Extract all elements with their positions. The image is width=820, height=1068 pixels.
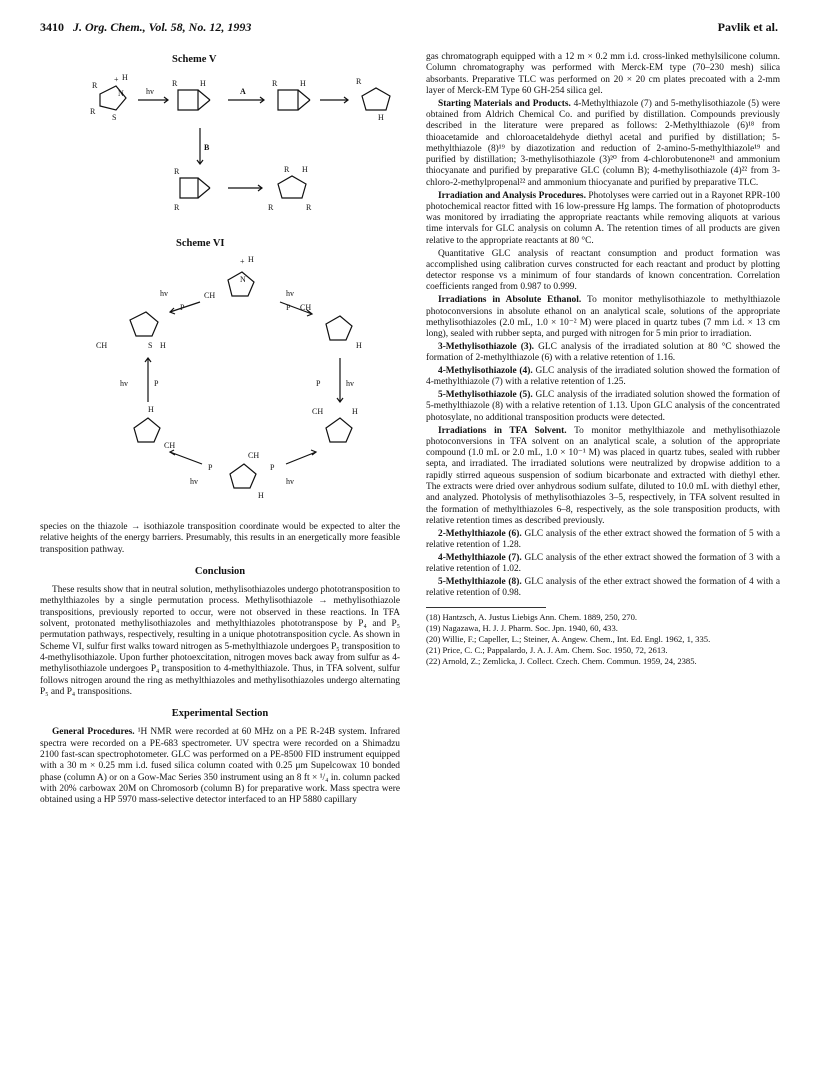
m4-paragraph [426,366,780,389]
svg-text:CH: CH [96,341,108,350]
svg-text:hv: hv [346,379,354,388]
page-number: 3410 [40,20,64,34]
t2-text: GLC analysis of the ether extract showed the formation of 5 with a relative retention of 1.28. [426,528,781,550]
general-procedures-paragraph [40,727,400,806]
svg-text:R: R [272,79,278,88]
t4-paragraph [426,553,780,576]
header-left [40,20,251,35]
irradiation-analysis-text: Photolyses were carried out in a Rayonet RPR-100 photochemical reactor fitted with 16 low-pressure Hg lamps. The formation of photoproducts was monitored by irradiating the appropriate reactants while removing aliquots at various time intervals for GLC analysis on column A. The retention times of all products are given relative to the appropriate reactants at 80 °C. [426,190,780,246]
tfa-text: To monitor methylthiazole and methylisothiazole photoconversions in TFA solvent on an analytical scale, a solution of the appropriate compound (1.0 mL or 2.0 mL, 1.0 × 10⁻¹ M) was placed in quartz tubes, sealed with rubber septa, and irradiated. The irradiated solutions were neutralized by dropwise addition to a rapidly stirred aqueous suspension of sodium bicarbonate and extracted with diethyl ether. The extracts were dried over anhydrous sodium sulfate, diluted to 10.0 mL with diethyl ether, and analyzed. Photolysis of methylisothiazoles 3–5, respectively, in TFA solvent resulted in the formation of methylthiazoles 6–8, respectively, as the sole transposition products, with relative retention times as described previously. [426,425,780,526]
reference-item: (18) Hantzsch, A. Justus Liebigs Ann. Chem. 1889, 250, 270. [426,612,638,623]
conclusion-heading: Conclusion [194,565,246,577]
svg-text:hv: hv [146,87,154,96]
svg-text:R: R [284,165,290,174]
svg-text:CH: CH [204,291,216,300]
t4-text: GLC analysis of the ether extract showed the formation of 3 with a relative retention of 1.02. [426,552,781,575]
starting-materials-paragraph [426,99,780,189]
svg-text:R: R [356,77,362,86]
references-divider [426,607,546,608]
svg-text:H: H [300,79,306,88]
tfa-paragraph [426,426,780,528]
references-list [426,612,780,666]
scheme-v-title: Scheme V [172,54,217,65]
general-procedures-text: ¹H NMR were recorded at 60 MHz on a PE R-24B system. Infrared spectra were recorded on a PE-683 spectrometer. UV spectra were recorded on a Shimadzu 2100 fast-scan spectrophotometer. GLC was performed on a PE-8500 FID instrument equipped with a 30 m × 0.25 mm i.d. fused silica column coated with 0.25 μm Supelcowax 10 bonded phase (column A) or on a Gow-Mac Series 350 instrument using an 8 ft × ¹/₄ in. column packed with 20% carbowax 20M on Chromosorb (column B) for preparative work. Mass spectra were obtained using a HP 5970 mass-selective detector interfaced to an HP 5880 capillary [40,727,400,806]
scheme-vi-title: Scheme VI [176,238,225,249]
svg-text:hv: hv [286,289,294,298]
scheme-v-figure [80,66,410,236]
svg-text:S: S [148,341,153,350]
svg-text:N: N [240,275,246,284]
m3-paragraph [426,342,780,365]
irradiation-analysis-title: Irradiation and Analysis Procedures. [438,190,586,201]
svg-text:H: H [160,341,166,350]
starting-materials-title: Starting Materials and Products. [438,98,571,109]
svg-text:H: H [122,73,128,82]
svg-text:R: R [92,81,98,90]
svg-text:hv: hv [286,477,294,486]
svg-text:hv: hv [160,289,168,298]
reference-item: (21) Price, C. C.; Pappalardo, J. A. J. Am. Chem. Soc. 1950, 72, 2613. [426,645,668,656]
t2-paragraph [426,529,780,552]
svg-text:H: H [200,79,206,88]
svg-text:H: H [356,341,362,350]
svg-text:CH: CH [312,407,324,416]
svg-text:R: R [174,203,180,212]
svg-text:P: P [208,463,213,472]
svg-text:+: + [240,257,245,266]
svg-text:P: P [270,463,275,472]
t5-text: GLC analysis of the ether extract showed the formation of 4 with a relative retention of 0.98. [426,576,781,599]
svg-text:H: H [302,165,308,174]
tfa-title: Irradiations in TFA Solvent. [438,425,567,436]
t2-title: 2-Methylthiazole (6). [438,528,522,539]
reference-item: (22) Arnold, Z.; Zemlicka, J. Collect. Czech. Chem. Commun. 1959, 24, 2385. [426,656,697,667]
t4-title: 4-Methylthiazole (7). [438,552,522,563]
svg-text:hv: hv [120,379,128,388]
m3-title: 3-Methylisothiazole (3). [438,341,535,352]
svg-text:+: + [114,75,119,84]
reference-item: (20) Willie, F.; Capeller, L.; Steiner, A. Angew. Chem., Int. Ed. Engl. 1962, 1, 335. [426,634,711,645]
m5-title: 5-Methylisothiazole (5). [438,390,533,401]
svg-text:N: N [118,89,124,98]
starting-materials-text: 4-Methylthiazole (7) and 5-methylisothiazole (5) were obtained from Aldrich Chemical Co. and purified by distillation. Compounds previously described in the literature were prepared as follows: 2-Methylthiazole (6)¹⁸ from thioacetamide and chloroacetaldehyde diethyl acetal and purified by distillation; 5-methylthiazole (8)¹⁹ by diazotization and reduction of 2-amino-5-methylthiazole¹⁹ and purified by distillation; 3-methylisothiazole (3)²⁰ from 4-chlorobutenone²¹ and ammonium thiocyanate and purified by preparative GLC (column B); 4-methylisothiazole (4)²² from 3-chloro-2-methylpropenal²² and ammonium thiocyanate and purified by preparative TLC. [426,98,781,188]
svg-text:R: R [306,203,312,212]
svg-text:S: S [112,113,117,122]
svg-text:CH: CH [300,303,312,312]
running-authors: Pavlik et al. [717,20,778,34]
ethanol-text: To monitor methylisothiazole to methylthiazole photoconversions in absolute ethanol on an analytical scale, solutions of the appropriate methylisothiazoles (2.0 mL, 1.0 × 10⁻² M) were placed in quartz tubes (7 mm i.d. × 13 cm long), sealed with rubber septa, and purged with nitrogen for 5 min prior to irradiation. [426,295,780,340]
svg-text:P: P [316,379,321,388]
continuation-paragraph: species on the thiazole → isothiazole transposition coordinate would be expected to alter the relative heights of the energy barriers. Presumably, this results in an energetically more feasible transposition pathway. [40,522,400,555]
irradiation-analysis-paragraph [426,191,780,247]
m4-text: GLC analysis of the irradiated solution showed the formation of 4-methylthiazole (7) with a relative retention of 1.25. [426,366,781,388]
right-column [426,52,780,667]
m3-text: GLC analysis of the irradiated solution at 80 °C showed the formation of 2-methylthiazole (6) with a relative retention of 1.16. [426,341,780,364]
svg-text:H: H [258,491,264,500]
m5-paragraph [426,390,780,424]
svg-text:B: B [204,143,210,152]
scheme-vi-figure [90,252,390,522]
svg-text:H: H [248,255,254,264]
svg-text:R: R [90,107,96,116]
svg-text:A: A [240,87,246,96]
t5-title: 5-Methylthiazole (8). [438,576,522,587]
ethanol-title: Irradiations in Absolute Ethanol. [438,295,582,306]
gc-paragraph: gas chromatograph equipped with a 12 m × 0.2 mm i.d. cross-linked methylsilicone column. Column chromatography was performed with Merck-EM type (70–230 mesh) silica absorbants. Preparative TLC was performed on 20 × 20 cm plates precoated with a 2-mm layer of Merck-EM Type 60 GH-254 silica gel. [426,52,780,96]
svg-text:CH: CH [248,451,260,460]
svg-text:R: R [172,79,178,88]
svg-text:P: P [180,303,185,312]
svg-text:hv: hv [190,477,198,486]
m5-text: GLC analysis of the irradiated solution showed the formation of 5-methylthiazole (8) with a relative retention of 1.13. Upon GLC analysis of the concentrated photosylate, no additional transposition products were detected. [426,390,781,423]
journal-citation: J. Org. Chem., Vol. 58, No. 12, 1993 [73,20,252,34]
m4-title: 4-Methylisothiazole (4). [438,366,533,377]
svg-text:H: H [378,113,384,122]
svg-text:R: R [268,203,274,212]
svg-text:R: R [174,167,180,176]
left-column [40,522,400,808]
experimental-heading: Experimental Section [171,708,269,720]
svg-text:P: P [154,379,159,388]
general-procedures-title: General Procedures. [52,727,135,738]
svg-text:CH: CH [164,441,176,450]
svg-text:H: H [352,407,358,416]
svg-text:P: P [286,303,291,312]
svg-text:H: H [148,405,154,414]
t5-paragraph [426,577,780,600]
quantitative-paragraph: Quantitative GLC analysis of reactant consumption and product formation was accomplished using calibration curves constructed for each reactant and product by plotting detector response vs a minimum of four standards of known concentration. Correlation coefficients ranged from 0.987 to 0.999. [426,248,780,293]
reference-item: (19) Nagazawa, H. J. J. Pharm. Soc. Jpn. 1940, 60, 433. [426,623,618,634]
page-header [40,20,778,38]
conclusion-paragraph: These results show that in neutral solution, methylisothiazoles undergo phototransposition to methylthiazoles by a single permutation process. Methylisothiazole → methylisothiazole transpositions, previously reported to occur, were not observed in these reactions. In TFA solvent, protonated methylisothiazoles and methylthiazoles phototranspose by P₄ and P₅ permutation pathways, respectively, resulting in a unique phototransposition cycle. As shown in Scheme VI, sulfur first walks toward nitrogen as 5-methylthiazole undergoes P₅ transposition to 4-methylisothiazole. Upon further photoexcitation, nitrogen moves back away from sulfur as 4-methylisothiazole undergoes P₄ transposition to 4-methylthiazole. Thus, in TFA solvent, sulfur follows nitrogen around the ring as methylthiazoles and methylisothiazoles undergo alternating P₅ and P₄ transpositions. [40,585,400,697]
ethanol-paragraph [426,295,780,340]
